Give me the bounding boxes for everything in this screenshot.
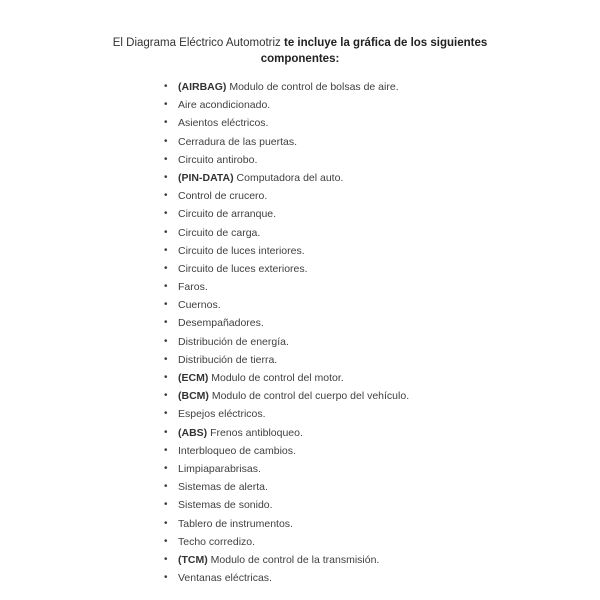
item-text: Circuito antirobo. bbox=[178, 153, 258, 166]
bullet-icon: • bbox=[164, 153, 168, 165]
list-item bbox=[162, 351, 582, 369]
list-item bbox=[162, 460, 582, 478]
item-code: (BCM) bbox=[178, 390, 209, 403]
item-text: Techo corredizo. bbox=[178, 535, 256, 548]
item-text: Modulo de control de bolsas de aire. bbox=[226, 81, 399, 93]
bullet-icon: • bbox=[164, 135, 168, 147]
list-item bbox=[162, 314, 582, 332]
bullet-icon: • bbox=[164, 517, 168, 529]
item-text: Asientos eléctricos. bbox=[178, 117, 269, 130]
list-item bbox=[162, 405, 582, 423]
list-item bbox=[162, 133, 582, 151]
item-text: Control de crucero. bbox=[178, 190, 268, 203]
list-item bbox=[162, 387, 582, 405]
bullet-icon: • bbox=[164, 372, 168, 383]
item-text: Cuernos. bbox=[178, 299, 221, 312]
item-text: Limpiaparabrisas. bbox=[178, 462, 261, 475]
item-code: (PIN-DATA) bbox=[178, 171, 234, 184]
list-item bbox=[162, 296, 582, 314]
component-list bbox=[162, 78, 582, 587]
list-item bbox=[162, 151, 582, 169]
bullet-icon: • bbox=[164, 262, 168, 274]
item-code: (ABS) bbox=[178, 426, 208, 439]
bullet-icon: • bbox=[164, 117, 168, 129]
bullet-icon: • bbox=[164, 462, 168, 474]
list-item bbox=[162, 224, 582, 242]
item-text: Desempañadores. bbox=[178, 317, 264, 330]
item-code: (ECM) bbox=[178, 372, 209, 384]
bullet-icon: • bbox=[164, 99, 168, 111]
item-code: (TCM) bbox=[178, 553, 208, 566]
bullet-icon: • bbox=[164, 553, 168, 565]
item-text: Sistemas de alerta. bbox=[178, 481, 268, 494]
bullet-icon: • bbox=[164, 444, 168, 456]
item-text: Tablero de instrumentos. bbox=[178, 517, 293, 530]
list-item bbox=[162, 242, 582, 260]
item-text: Frenos antibloqueo. bbox=[207, 426, 303, 439]
intro-plain-text: El Diagrama Eléctrico Automotriz bbox=[112, 37, 285, 49]
list-item bbox=[162, 369, 582, 387]
list-item bbox=[162, 96, 582, 114]
list-item bbox=[162, 515, 582, 533]
bullet-icon: • bbox=[164, 281, 168, 293]
list-item bbox=[162, 478, 582, 496]
item-text: Espejos eléctricos. bbox=[178, 408, 266, 421]
bullet-icon: • bbox=[164, 81, 168, 92]
list-item bbox=[162, 333, 582, 351]
item-text: Circuito de luces interiores. bbox=[178, 244, 305, 257]
intro-bold-text: te incluye la gráfica de los siguientes componentes: bbox=[260, 37, 488, 65]
bullet-icon: • bbox=[164, 426, 168, 438]
bullet-icon: • bbox=[164, 317, 168, 329]
intro-paragraph bbox=[95, 35, 505, 67]
bullet-icon: • bbox=[164, 535, 168, 547]
list-item bbox=[162, 424, 582, 442]
item-text: Modulo de control de la transmisión. bbox=[207, 553, 380, 566]
item-text: Distribución de tierra. bbox=[178, 353, 278, 366]
list-item bbox=[162, 187, 582, 205]
bullet-icon: • bbox=[164, 572, 168, 584]
bullet-icon: • bbox=[164, 171, 168, 183]
bullet-icon: • bbox=[164, 190, 168, 202]
item-text: Distribución de energía. bbox=[178, 335, 289, 348]
list-item bbox=[162, 569, 582, 587]
item-text: Sistemas de sonido. bbox=[178, 499, 273, 512]
item-text: Ventanas eléctricas. bbox=[178, 572, 272, 585]
item-text: Computadora del auto. bbox=[233, 171, 344, 184]
item-text: Interbloqueo de cambios. bbox=[178, 444, 296, 457]
item-text: Cerradura de las puertas. bbox=[178, 135, 298, 148]
item-text: Aire acondicionado. bbox=[178, 99, 271, 112]
list-item bbox=[162, 278, 582, 296]
item-text: Modulo de control del motor. bbox=[208, 372, 344, 384]
list-item bbox=[162, 169, 582, 187]
item-text: Faros. bbox=[178, 281, 208, 294]
list-item bbox=[162, 551, 582, 569]
bullet-icon: • bbox=[164, 481, 168, 493]
bullet-icon: • bbox=[164, 408, 168, 420]
list-item bbox=[162, 496, 582, 514]
bullet-icon: • bbox=[164, 299, 168, 311]
list-item bbox=[162, 205, 582, 223]
bullet-icon: • bbox=[164, 499, 168, 511]
bullet-icon: • bbox=[164, 226, 168, 238]
item-text: Circuito de luces exteriores. bbox=[178, 262, 308, 275]
list-item bbox=[162, 114, 582, 132]
bullet-icon: • bbox=[164, 208, 168, 220]
list-item bbox=[162, 78, 582, 96]
item-text: Circuito de arranque. bbox=[178, 208, 277, 221]
list-item bbox=[162, 442, 582, 460]
item-text: Modulo de control del cuerpo del vehículo. bbox=[208, 390, 410, 403]
list-item bbox=[162, 533, 582, 551]
item-text: Circuito de carga. bbox=[178, 226, 261, 239]
bullet-icon: • bbox=[164, 353, 168, 365]
bullet-icon: • bbox=[164, 244, 168, 256]
bullet-icon: • bbox=[164, 390, 168, 402]
bullet-icon: • bbox=[164, 335, 168, 347]
list-item bbox=[162, 260, 582, 278]
item-code: (AIRBAG) bbox=[178, 81, 227, 93]
